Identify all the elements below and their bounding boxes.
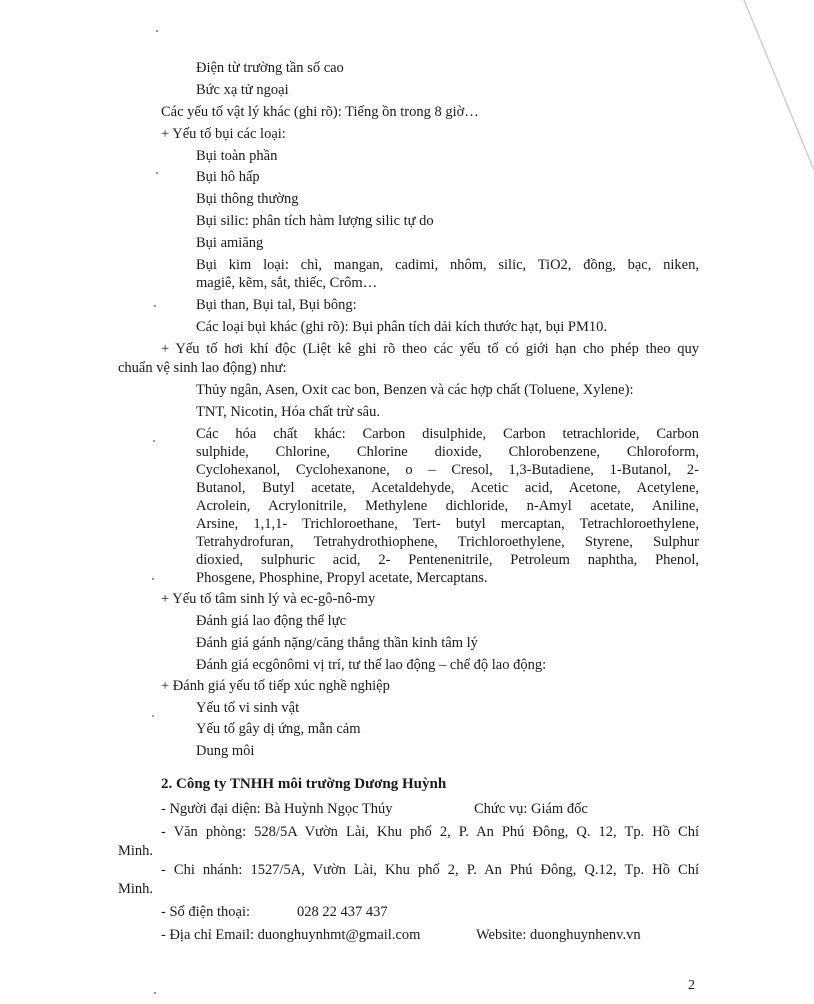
company-email: - Địa chỉ Email: duonghuynhmt@gmail.com: [161, 927, 421, 943]
text-line: Dung môi: [196, 743, 255, 759]
chemical-list-line: Cyclohexanol, Cyclohexanone, o – Cresol, 1,3-Butadiene, 1-Butanol, 2-: [196, 462, 699, 478]
text-line: Bụi than, Bụi tal, Bụi bông:: [196, 297, 357, 313]
company-branch-address: - Chi nhánh: 1527/5A, Vườn Lài, Khu phố 2, P. An Phú Đông, Q.12, Tp. Hồ Chí: [161, 862, 699, 878]
text-line: chuẩn vệ sinh lao động) như:: [118, 360, 287, 376]
scan-speck: [152, 578, 154, 580]
scan-speck: [154, 992, 156, 994]
text-line: magiê, kẽm, sắt, thiếc, Crôm…: [196, 275, 378, 291]
text-line: Yếu tố vi sinh vật: [196, 700, 300, 716]
company-branch-address-cont: Minh.: [118, 881, 154, 897]
text-line: Điện từ trường tần số cao: [196, 60, 344, 76]
section-heading: + Đánh giá yếu tố tiếp xúc nghề nghiệp: [161, 678, 390, 694]
section-heading: + Yếu tố bụi các loại:: [161, 126, 286, 142]
text-line: Bụi silic: phân tích hàm lượng silic tự do: [196, 213, 434, 229]
section-heading: + Yếu tố tâm sinh lý và ec-gô-nô-my: [161, 591, 376, 607]
chemical-list-line: Tetrahydrofuran, Tetrahydrothiophene, Trichloroethylene, Styrene, Sulphur: [196, 534, 699, 550]
page-number: 2: [688, 978, 695, 993]
scan-speck: [154, 305, 156, 307]
scan-speck: [156, 30, 158, 32]
company-phone-label: - Số điện thoại:: [161, 904, 251, 920]
text-line: Các loại bụi khác (ghi rõ): Bụi phân tích dải kích thước hạt, bụi PM10.: [196, 319, 607, 335]
text-line: Yếu tố gây dị ứng, mẫn cảm: [196, 721, 361, 737]
company-office-address: - Văn phòng: 528/5A Vườn Lài, Khu phố 2, P. An Phú Đông, Q. 12, Tp. Hồ Chí: [161, 824, 699, 840]
scan-speck: [153, 440, 155, 442]
text-line: Đánh giá ecgônômi vị trí, tư thế lao động – chế độ lao động:: [196, 657, 547, 673]
text-line: Bức xạ tử ngoại: [196, 82, 289, 98]
text-line: Bụi toàn phần: [196, 148, 278, 164]
company-representative: - Người đại diện: Bà Huỳnh Ngọc Thúy: [161, 801, 393, 817]
scan-speck: [156, 172, 158, 174]
text-line: Các yếu tố vật lý khác (ghi rõ): Tiếng ồn trong 8 giờ…: [161, 104, 479, 120]
chemical-list-line: Acrolein, Acrylonitrile, Methylene dichloride, n-Amyl acetate, Aniline,: [196, 498, 699, 514]
company-office-address-cont: Minh.: [118, 843, 154, 859]
chemical-list-line: Phosgene, Phosphine, Propyl acetate, Mercaptans.: [196, 570, 488, 586]
section-heading: + Yếu tố hơi khí độc (Liệt kê ghi rõ theo các yếu tố có giới hạn cho phép theo quy: [161, 341, 699, 357]
text-line: TNT, Nicotin, Hóa chất trừ sâu.: [196, 404, 380, 420]
text-line: Đánh giá lao động thể lực: [196, 613, 346, 629]
scan-speck: [152, 715, 154, 717]
chemical-list-line: dioxied, sulphuric acid, 2- Pentenenitrile, Petroleum naphtha, Phenol,: [196, 552, 699, 568]
chemical-list-line: Arsine, 1,1,1- Trichloroethane, Tert- butyl mercaptan, Tetrachloroethylene,: [196, 516, 699, 532]
text-line: Bụi amiăng: [196, 235, 264, 251]
chemical-list-line: Các hóa chất khác: Carbon disulphide, Carbon tetrachloride, Carbon: [196, 426, 699, 442]
chemical-list-line: sulphide, Chlorine, Chlorine dioxide, Chlorobenzene, Chloroform,: [196, 444, 699, 460]
company-phone: 028 22 437 437: [297, 904, 388, 920]
text-line: Bụi thông thường: [196, 191, 299, 207]
text-line: Bụi hô hấp: [196, 169, 260, 185]
text-line: Bụi kim loại: chì, mangan, cadimi, nhôm, silic, TiO2, đồng, bạc, niken,: [196, 257, 699, 273]
company-position: Chức vụ: Giám đốc: [474, 801, 588, 817]
text-line: Thủy ngân, Asen, Oxit cac bon, Benzen và các hợp chất (Toluene, Xylene):: [196, 382, 634, 398]
company-heading: 2. Công ty TNHH môi trường Dương Huỳnh: [161, 776, 447, 792]
chemical-list-line: Butanol, Butyl acetate, Acetaldehyde, Acetic acid, Acetone, Acetylene,: [196, 480, 699, 496]
text-line: Đánh giá gánh nặng/căng thẳng thần kinh tâm lý: [196, 635, 478, 651]
page-fold-corner: [684, 0, 814, 170]
company-website: Website: duonghuynhenv.vn: [476, 927, 641, 943]
